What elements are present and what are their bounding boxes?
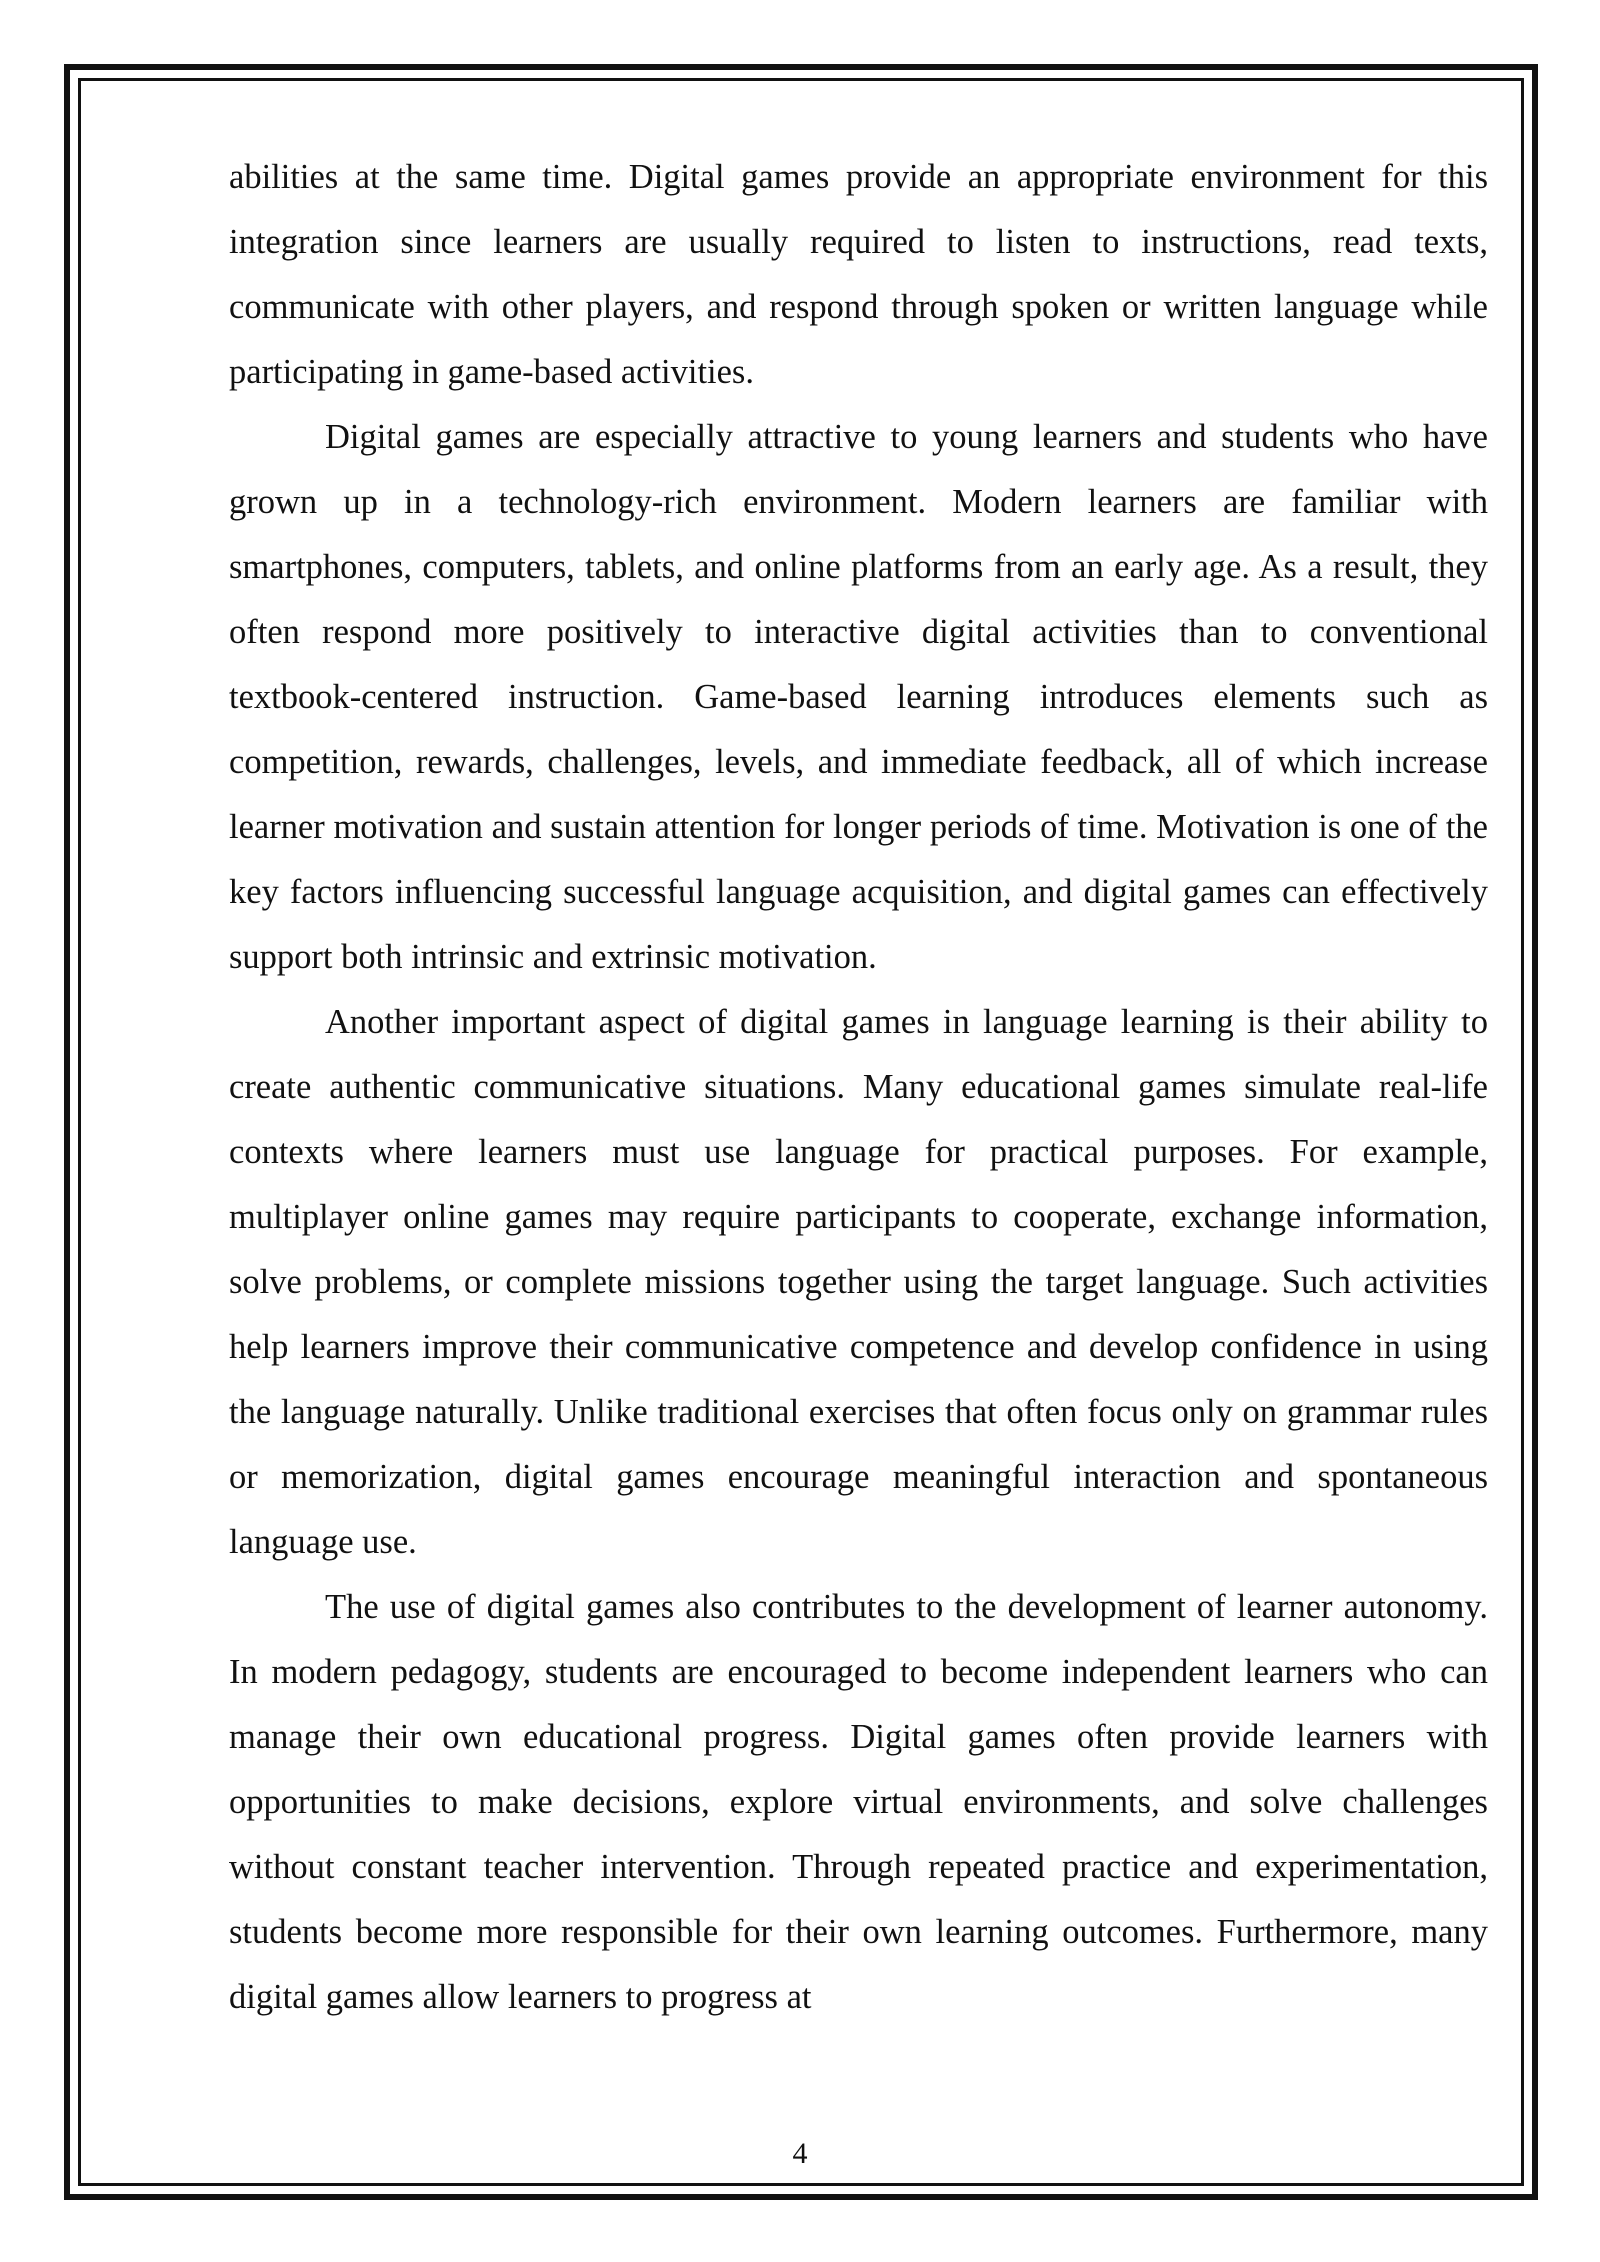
paragraph-1: abilities at the same time. Digital games provide an appropriate environment for this integration since learners are usually required to listen to instructions, read texts, communicate with other players, and respond through spoken or written language while participating in game-based activities. [229,158,1488,391]
paragraph-2: Digital games are especially attractive to young learners and students who have grown up in a technology-rich environment. Modern learners are familiar with smartphones, computers, tablets, and online platforms from an early age. As a result, they often respond more positively to interactive digital activities than to conventional textbook-centered instruction. Game-based learning introduces elements such as competition, rewards, challenges, levels, and immediate feedback, all of which increase learner motivation and sustain attention for longer periods of time. Motivation is one of the key factors influencing successful language acquisition, and digital games can effectively support both intrinsic and extrinsic motivation. [229,418,1488,976]
page-number: 4 [792,2137,808,2170]
document-body [229,145,1488,2030]
paragraph-3: Another important aspect of digital games in language learning is their ability to create authentic communicative situations. Many educational games simulate real-life contexts where learners must use language for practical purposes. For example, multiplayer online games may require participants to cooperate, exchange information, solve problems, or complete missions together using the target language. Such activities help learners improve their communicative competence and develop confidence in using the language naturally. Unlike traditional exercises that often focus only on grammar rules or memorization, digital games encourage meaningful interaction and spontaneous language use. [229,1003,1488,1561]
paragraph-4: The use of digital games also contributes to the development of learner autonomy. In modern pedagogy, students are encouraged to become independent learners who can manage their own educational progress. Digital games often provide learners with opportunities to make decisions, explore virtual environments, and solve challenges without constant teacher intervention. Through repeated practice and experimentation, students become more responsible for their own learning outcomes. Furthermore, many digital games allow learners to progress at [229,1588,1488,2016]
